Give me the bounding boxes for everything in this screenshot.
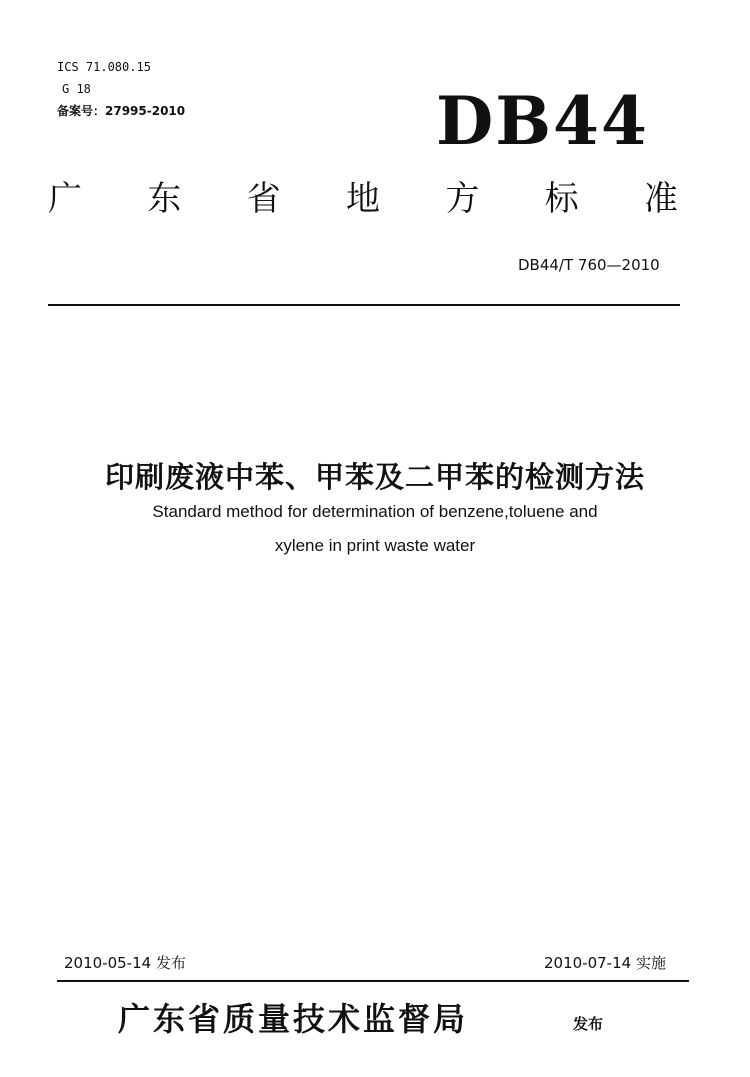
publish-date: 2010-05-14 发布: [64, 954, 186, 972]
document-title-english-line2: xylene in print waste water: [274, 536, 476, 555]
implement-date: 2010-07-14 实施: [544, 954, 666, 972]
footer-divider: [57, 980, 689, 982]
issued-label: 发布: [573, 1015, 604, 1033]
classification-code: G 18: [62, 82, 91, 96]
standard-type-char: 省: [246, 179, 281, 219]
header-divider: [48, 304, 680, 306]
standard-number: DB44/T 760—2010: [518, 256, 660, 274]
standard-type-char: 广: [48, 179, 82, 219]
standard-logo: DB44: [436, 82, 649, 160]
standard-type-char: 准: [643, 179, 678, 219]
issuing-authority: 广东省质量技术监督局: [118, 1000, 469, 1038]
document-title-english-line1: Standard method for determination of benzene,toluene and: [152, 502, 598, 521]
standard-type-char: 方: [445, 179, 480, 219]
standard-type-char: 标: [544, 179, 579, 219]
document-title-chinese: 印刷废液中苯、甲苯及二甲苯的检测方法: [104, 460, 645, 494]
ics-code: ICS 71.080.15: [57, 60, 151, 74]
record-number: 备案号：27995-2010: [57, 104, 186, 118]
standard-type: [48, 179, 678, 219]
standard-type-char: 地: [345, 179, 380, 219]
standard-type-char: 东: [147, 179, 182, 219]
